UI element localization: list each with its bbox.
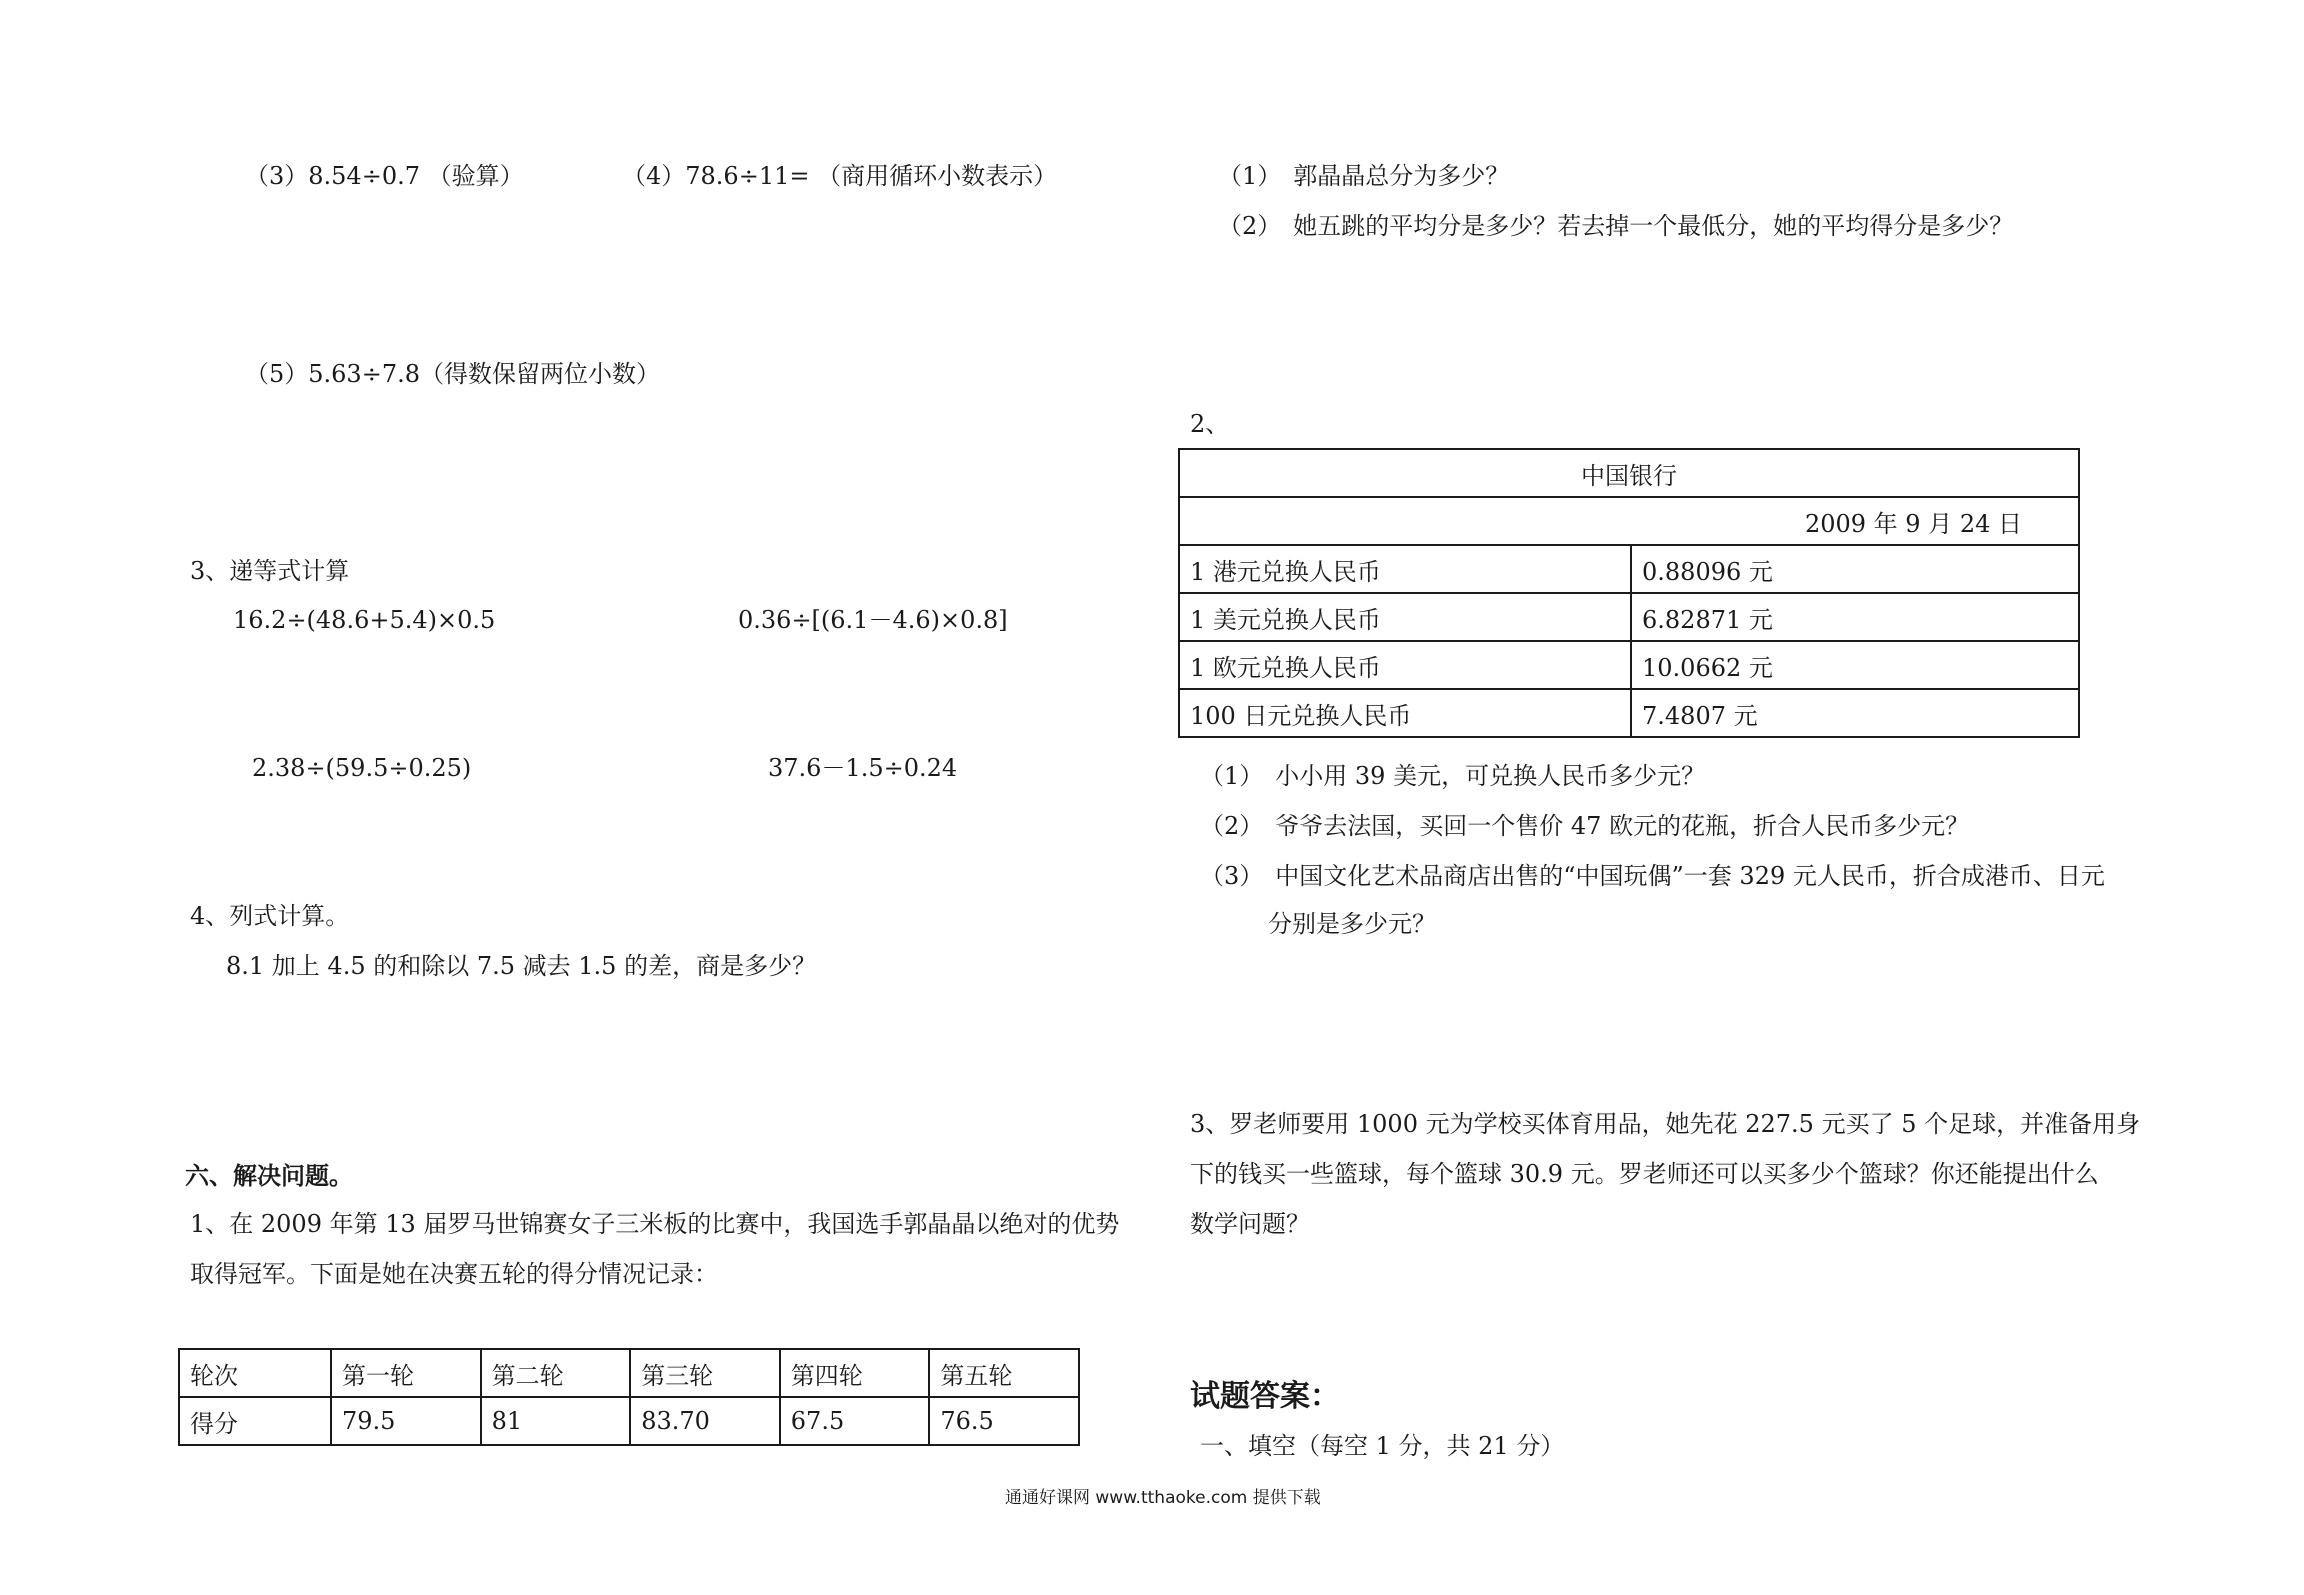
currency-cell: 1 港元兑换人民币 bbox=[1179, 545, 1631, 593]
problem-1-line2: 取得冠军。下面是她在决赛五轮的得分情况记录： bbox=[190, 1260, 718, 1288]
rate-cell: 7.4807 元 bbox=[1631, 689, 2079, 737]
bank-title-row bbox=[1179, 449, 2079, 497]
table-row bbox=[1179, 689, 2079, 737]
answers-subtitle: 一、填空（每空 1 分，共 21 分） bbox=[1200, 1432, 1565, 1460]
score-cell: 83.70 bbox=[630, 1397, 780, 1445]
problem-3-line3: 数学问题？ bbox=[1190, 1210, 1310, 1238]
section-6-title: 六、解决问题。 bbox=[185, 1161, 353, 1190]
table-row bbox=[1179, 641, 2079, 689]
problem-3-line1: 3、罗老师要用 1000 元为学校买体育用品，她先花 227.5 元买了 5 个足球，并准备用身 bbox=[1190, 1110, 2141, 1138]
score-header-cell: 轮次 bbox=[179, 1349, 331, 1397]
table-row bbox=[1179, 593, 2079, 641]
expr-a: 16.2÷(48.6+5.4)×0.5 bbox=[233, 606, 496, 634]
bank-rate-table bbox=[1178, 448, 2080, 738]
section-3-title: 3、递等式计算 bbox=[190, 557, 350, 585]
calc-3: （3）8.54÷0.7 （验算） bbox=[245, 162, 524, 190]
currency-cell: 1 美元兑换人民币 bbox=[1179, 593, 1631, 641]
calc-4: （4）78.6÷11= （商用循环小数表示） bbox=[622, 162, 1058, 190]
section-4-title: 4、列式计算。 bbox=[190, 902, 350, 930]
answers-title: 试题答案： bbox=[1190, 1379, 1340, 1414]
score-header-cell: 第三轮 bbox=[630, 1349, 780, 1397]
table-row bbox=[1179, 545, 2079, 593]
bank-title: 中国银行 bbox=[1179, 449, 2079, 497]
expr-d: 37.6－1.5÷0.24 bbox=[768, 754, 958, 782]
footer-credit: 通通好课网 www.tthaoke.com 提供下载 bbox=[1005, 1488, 1321, 1508]
score-cell: 81 bbox=[481, 1397, 631, 1445]
bank-date-row bbox=[1179, 497, 2079, 545]
score-header-cell: 第五轮 bbox=[929, 1349, 1079, 1397]
score-header-cell: 第二轮 bbox=[481, 1349, 631, 1397]
bank-date: 2009 年 9 月 24 日 bbox=[1179, 497, 2079, 545]
section-4-question: 8.1 加上 4.5 的和除以 7.5 减去 1.5 的差，商是多少？ bbox=[226, 952, 817, 980]
calc-5: （5）5.63÷7.8（得数保留两位小数） bbox=[245, 360, 660, 388]
score-cell: 79.5 bbox=[331, 1397, 481, 1445]
problem-2-q3-line1: （3） 中国文化艺术品商店出售的“中国玩偶”一套 329 元人民币，折合成港币、日元 bbox=[1200, 862, 2105, 890]
problem-2-q1: （1） 小小用 39 美元，可兑换人民币多少元？ bbox=[1200, 762, 1706, 790]
currency-cell: 100 日元兑换人民币 bbox=[1179, 689, 1631, 737]
problem-2-label: 2、 bbox=[1190, 410, 1230, 438]
problem-1-q1: （1） 郭晶晶总分为多少？ bbox=[1218, 162, 1510, 190]
rate-cell: 10.0662 元 bbox=[1631, 641, 2079, 689]
score-header-cell: 第一轮 bbox=[331, 1349, 481, 1397]
problem-2-q2: （2） 爷爷去法国，买回一个售价 47 欧元的花瓶，折合人民币多少元？ bbox=[1200, 812, 1970, 840]
rate-cell: 0.88096 元 bbox=[1631, 545, 2079, 593]
problem-1-line1: 1、在 2009 年第 13 届罗马世锦赛女子三米板的比赛中，我国选手郭晶晶以绝对的优势 bbox=[190, 1210, 1120, 1238]
rate-cell: 6.82871 元 bbox=[1631, 593, 2079, 641]
score-cell: 67.5 bbox=[780, 1397, 930, 1445]
score-header-cell: 第四轮 bbox=[780, 1349, 930, 1397]
score-table-header-row bbox=[179, 1349, 1079, 1397]
score-table-data-row bbox=[179, 1397, 1079, 1445]
currency-cell: 1 欧元兑换人民币 bbox=[1179, 641, 1631, 689]
score-table bbox=[178, 1348, 1080, 1446]
problem-3-line2: 下的钱买一些篮球，每个篮球 30.9 元。罗老师还可以买多少个篮球？你还能提出什么 bbox=[1190, 1160, 2099, 1188]
score-row-label: 得分 bbox=[179, 1397, 331, 1445]
score-cell: 76.5 bbox=[929, 1397, 1079, 1445]
expr-b: 0.36÷[(6.1－4.6)×0.8] bbox=[738, 606, 1008, 634]
problem-2-q3-line2: 分别是多少元？ bbox=[1268, 910, 1436, 938]
problem-1-q2: （2） 她五跳的平均分是多少？若去掉一个最低分，她的平均得分是多少？ bbox=[1218, 212, 2014, 240]
expr-c: 2.38÷(59.5÷0.25) bbox=[252, 754, 472, 782]
